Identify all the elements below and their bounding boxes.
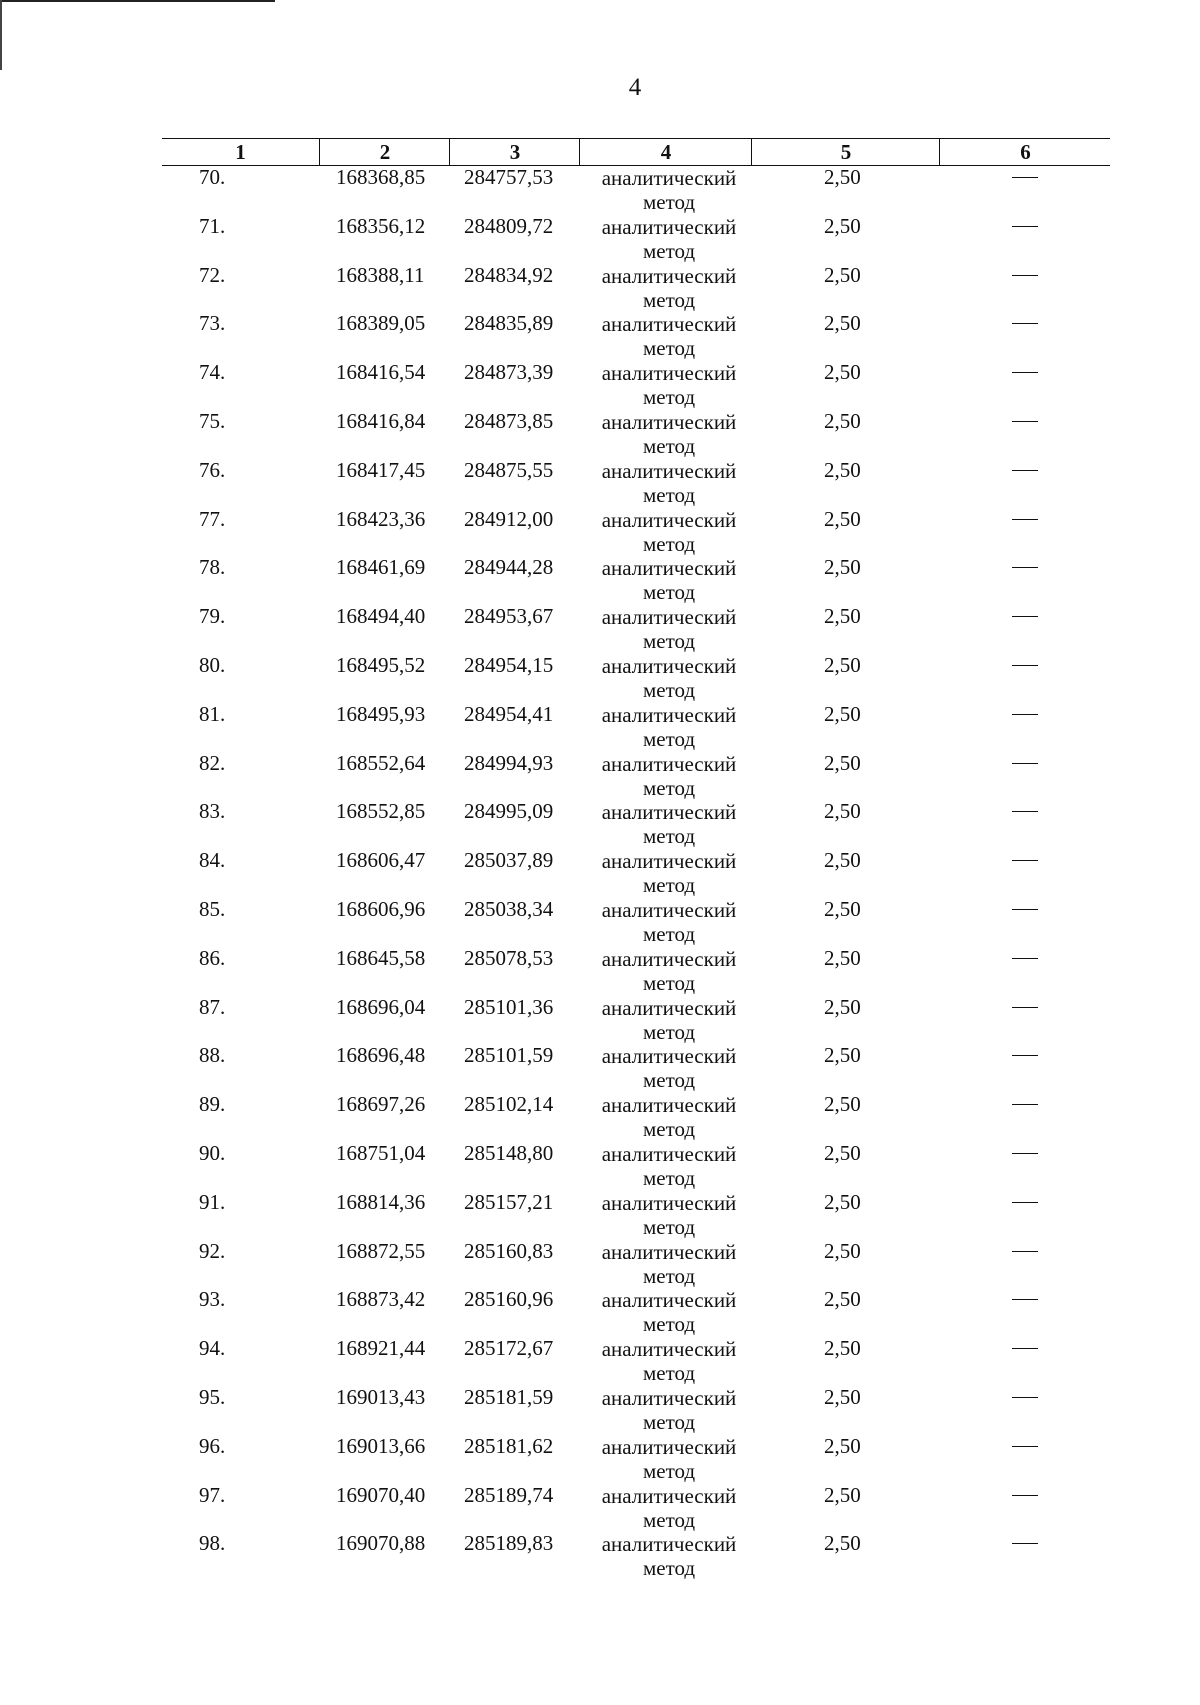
method-line-1: аналитический xyxy=(601,312,737,337)
method-cell xyxy=(594,508,744,556)
coordinate-x: 168417,45 xyxy=(336,457,426,482)
method-line-2: метод xyxy=(642,873,696,898)
empty-dash xyxy=(1012,1397,1038,1398)
table-row xyxy=(162,410,1110,459)
method-line-1: аналитический xyxy=(601,361,737,386)
empty-dash xyxy=(1012,1104,1038,1105)
method-line-1: аналитический xyxy=(601,1532,737,1557)
coordinate-x: 168388,11 xyxy=(336,262,425,287)
coordinates-table xyxy=(162,138,1110,1581)
method-line-1: аналитический xyxy=(601,458,737,483)
method-line-1: аналитический xyxy=(601,653,737,678)
coordinate-y: 285037,89 xyxy=(464,848,554,873)
empty-dash xyxy=(1012,1299,1038,1300)
header-col-6: 6 xyxy=(939,139,1111,165)
coordinate-x: 168416,54 xyxy=(336,360,426,385)
method-line-1: аналитический xyxy=(601,605,737,630)
table-row xyxy=(162,1532,1110,1581)
empty-dash xyxy=(1012,372,1038,373)
coordinate-x: 168751,04 xyxy=(336,1140,426,1165)
method-line-2: метод xyxy=(642,1312,696,1337)
point-number: 86. xyxy=(199,945,226,970)
accuracy-value: 2,50 xyxy=(824,1482,861,1507)
method-cell xyxy=(594,1093,744,1141)
method-cell xyxy=(594,996,744,1044)
coordinate-y: 284757,53 xyxy=(464,165,554,189)
method-cell xyxy=(594,605,744,653)
method-cell xyxy=(594,556,744,604)
method-cell xyxy=(594,1386,744,1434)
method-line-1: аналитический xyxy=(601,849,737,874)
empty-dash xyxy=(1012,1202,1038,1203)
method-cell xyxy=(594,1240,744,1288)
empty-dash xyxy=(1012,714,1038,715)
accuracy-value: 2,50 xyxy=(824,1189,861,1214)
point-number: 96. xyxy=(199,1433,226,1458)
method-cell xyxy=(594,947,744,995)
coordinate-y: 284875,55 xyxy=(464,457,554,482)
accuracy-value: 2,50 xyxy=(824,799,861,824)
coordinate-x: 168356,12 xyxy=(336,213,426,238)
coordinate-y: 285078,53 xyxy=(464,945,554,970)
method-line-2: метод xyxy=(642,1409,696,1434)
coordinate-x: 168645,58 xyxy=(336,945,426,970)
coordinate-x: 168495,52 xyxy=(336,652,426,677)
point-number: 72. xyxy=(199,262,226,287)
method-line-2: метод xyxy=(642,1458,696,1483)
method-line-2: метод xyxy=(642,190,696,214)
coordinate-y: 284873,39 xyxy=(464,360,554,385)
method-line-2: метод xyxy=(642,433,696,458)
accuracy-value: 2,50 xyxy=(824,1140,861,1165)
coordinate-x: 168697,26 xyxy=(336,1092,426,1117)
accuracy-value: 2,50 xyxy=(824,262,861,287)
coordinate-x: 168423,36 xyxy=(336,506,426,531)
method-line-1: аналитический xyxy=(601,1093,737,1118)
point-number: 74. xyxy=(199,360,226,385)
coordinate-x: 168696,04 xyxy=(336,994,426,1019)
point-number: 73. xyxy=(199,311,226,336)
point-number: 70. xyxy=(199,165,226,189)
empty-dash xyxy=(1012,1251,1038,1252)
method-cell xyxy=(594,215,744,263)
page-number: 4 xyxy=(628,74,642,101)
method-line-1: аналитический xyxy=(601,995,737,1020)
point-number: 98. xyxy=(199,1531,226,1556)
empty-dash xyxy=(1012,1348,1038,1349)
method-line-2: метод xyxy=(642,336,696,361)
coordinate-y: 285102,14 xyxy=(464,1092,554,1117)
table-row xyxy=(162,849,1110,898)
empty-dash xyxy=(1012,421,1038,422)
table-header xyxy=(162,138,1110,166)
method-cell xyxy=(594,361,744,409)
accuracy-value: 2,50 xyxy=(824,1043,861,1068)
accuracy-value: 2,50 xyxy=(824,945,861,970)
coordinate-y: 284994,93 xyxy=(464,750,554,775)
accuracy-value: 2,50 xyxy=(824,213,861,238)
method-cell xyxy=(594,1532,744,1580)
coordinate-x: 169013,43 xyxy=(336,1384,426,1409)
method-line-2: метод xyxy=(642,1556,696,1581)
method-line-1: аналитический xyxy=(601,1044,737,1069)
empty-dash xyxy=(1012,1495,1038,1496)
method-line-1: аналитический xyxy=(601,897,737,922)
coordinate-x: 169070,88 xyxy=(336,1531,426,1556)
table-row xyxy=(162,1191,1110,1240)
empty-dash xyxy=(1012,1007,1038,1008)
method-line-1: аналитический xyxy=(601,166,737,190)
empty-dash xyxy=(1012,323,1038,324)
method-line-1: аналитический xyxy=(601,409,737,434)
empty-dash xyxy=(1012,1153,1038,1154)
point-number: 97. xyxy=(199,1482,226,1507)
accuracy-value: 2,50 xyxy=(824,1287,861,1312)
point-number: 85. xyxy=(199,896,226,921)
coordinate-x: 168495,93 xyxy=(336,701,426,726)
coordinate-x: 168814,36 xyxy=(336,1189,426,1214)
header-col-2: 2 xyxy=(319,139,450,165)
accuracy-value: 2,50 xyxy=(824,994,861,1019)
header-col-4: 4 xyxy=(579,139,752,165)
accuracy-value: 2,50 xyxy=(824,1092,861,1117)
point-number: 83. xyxy=(199,799,226,824)
accuracy-value: 2,50 xyxy=(824,848,861,873)
method-line-1: аналитический xyxy=(601,800,737,825)
coordinate-y: 285181,62 xyxy=(464,1433,554,1458)
method-line-2: метод xyxy=(642,1214,696,1239)
method-cell xyxy=(594,1337,744,1385)
method-line-2: метод xyxy=(642,238,696,263)
point-number: 82. xyxy=(199,750,226,775)
accuracy-value: 2,50 xyxy=(824,457,861,482)
coordinate-y: 284873,85 xyxy=(464,408,554,433)
empty-dash xyxy=(1012,1446,1038,1447)
empty-dash xyxy=(1012,226,1038,227)
empty-dash xyxy=(1012,275,1038,276)
table-row xyxy=(162,654,1110,703)
method-cell xyxy=(594,264,744,312)
coordinate-y: 285157,21 xyxy=(464,1189,554,1214)
point-number: 88. xyxy=(199,1043,226,1068)
accuracy-value: 2,50 xyxy=(824,506,861,531)
method-cell xyxy=(594,800,744,848)
coordinate-y: 284809,72 xyxy=(464,213,554,238)
method-line-2: метод xyxy=(642,1165,696,1190)
table-row xyxy=(162,556,1110,605)
accuracy-value: 2,50 xyxy=(824,604,861,629)
coordinate-x: 168606,47 xyxy=(336,848,426,873)
point-number: 76. xyxy=(199,457,226,482)
accuracy-value: 2,50 xyxy=(824,408,861,433)
method-line-2: метод xyxy=(642,921,696,946)
accuracy-value: 2,50 xyxy=(824,1384,861,1409)
accuracy-value: 2,50 xyxy=(824,555,861,580)
method-line-2: метод xyxy=(642,1019,696,1044)
method-line-2: метод xyxy=(642,1117,696,1142)
empty-dash xyxy=(1012,665,1038,666)
accuracy-value: 2,50 xyxy=(824,750,861,775)
coordinate-y: 285189,74 xyxy=(464,1482,554,1507)
point-number: 90. xyxy=(199,1140,226,1165)
coordinate-x: 168552,64 xyxy=(336,750,426,775)
method-line-2: метод xyxy=(642,531,696,556)
method-line-2: метод xyxy=(642,824,696,849)
table-row xyxy=(162,1337,1110,1386)
point-number: 94. xyxy=(199,1336,226,1361)
point-number: 84. xyxy=(199,848,226,873)
method-line-1: аналитический xyxy=(601,1483,737,1508)
method-line-2: метод xyxy=(642,580,696,605)
accuracy-value: 2,50 xyxy=(824,1531,861,1556)
coordinate-y: 285181,59 xyxy=(464,1384,554,1409)
scan-edge-top xyxy=(0,0,275,2)
table-row xyxy=(162,264,1110,313)
method-cell xyxy=(594,1191,744,1239)
coordinate-y: 284995,09 xyxy=(464,799,554,824)
method-line-2: метод xyxy=(642,385,696,410)
point-number: 80. xyxy=(199,652,226,677)
method-cell xyxy=(594,1288,744,1336)
accuracy-value: 2,50 xyxy=(824,652,861,677)
table-row xyxy=(162,1240,1110,1289)
table-row xyxy=(162,1044,1110,1093)
empty-dash xyxy=(1012,616,1038,617)
table-row xyxy=(162,215,1110,264)
method-line-1: аналитический xyxy=(601,1239,737,1264)
method-cell xyxy=(594,459,744,507)
table-row xyxy=(162,703,1110,752)
accuracy-value: 2,50 xyxy=(824,1433,861,1458)
coordinate-y: 284954,15 xyxy=(464,652,554,677)
table-row xyxy=(162,166,1110,215)
header-col-1: 1 xyxy=(235,140,246,164)
method-line-1: аналитический xyxy=(601,263,737,288)
method-cell xyxy=(594,849,744,897)
method-line-2: метод xyxy=(642,1263,696,1288)
accuracy-value: 2,50 xyxy=(824,165,861,189)
method-line-1: аналитический xyxy=(601,1190,737,1215)
empty-dash xyxy=(1012,519,1038,520)
coordinate-y: 285160,83 xyxy=(464,1238,554,1263)
coordinate-x: 168494,40 xyxy=(336,604,426,629)
empty-dash xyxy=(1012,470,1038,471)
coordinate-x: 168552,85 xyxy=(336,799,426,824)
method-line-1: аналитический xyxy=(601,1337,737,1362)
method-cell xyxy=(594,1435,744,1483)
coordinate-x: 168921,44 xyxy=(336,1336,426,1361)
header-col-5: 5 xyxy=(751,139,940,165)
method-cell xyxy=(594,752,744,800)
point-number: 78. xyxy=(199,555,226,580)
point-number: 79. xyxy=(199,604,226,629)
empty-dash xyxy=(1012,177,1038,178)
method-line-1: аналитический xyxy=(601,1141,737,1166)
method-cell xyxy=(594,654,744,702)
header-col-3: 3 xyxy=(449,139,580,165)
coordinate-y: 285148,80 xyxy=(464,1140,554,1165)
point-number: 75. xyxy=(199,408,226,433)
method-cell xyxy=(594,410,744,458)
empty-dash xyxy=(1012,860,1038,861)
method-line-1: аналитический xyxy=(601,751,737,776)
point-number: 77. xyxy=(199,506,226,531)
table-row xyxy=(162,898,1110,947)
point-number: 71. xyxy=(199,213,226,238)
point-number: 95. xyxy=(199,1384,226,1409)
method-cell xyxy=(594,166,744,214)
table-body xyxy=(162,166,1110,1581)
coordinate-y: 284944,28 xyxy=(464,555,554,580)
table-row xyxy=(162,996,1110,1045)
accuracy-value: 2,50 xyxy=(824,701,861,726)
method-cell xyxy=(594,898,744,946)
method-line-1: аналитический xyxy=(601,556,737,581)
accuracy-value: 2,50 xyxy=(824,896,861,921)
empty-dash xyxy=(1012,958,1038,959)
table-row xyxy=(162,508,1110,557)
method-line-2: метод xyxy=(642,775,696,800)
table-row xyxy=(162,459,1110,508)
method-cell xyxy=(594,1044,744,1092)
coordinate-x: 168368,85 xyxy=(336,165,426,189)
point-number: 89. xyxy=(199,1092,226,1117)
table-row xyxy=(162,605,1110,654)
empty-dash xyxy=(1012,1055,1038,1056)
point-number: 93. xyxy=(199,1287,226,1312)
method-line-1: аналитический xyxy=(601,507,737,532)
coordinate-x: 168873,42 xyxy=(336,1287,426,1312)
accuracy-value: 2,50 xyxy=(824,360,861,385)
table-row xyxy=(162,947,1110,996)
table-row xyxy=(162,1093,1110,1142)
method-cell xyxy=(594,1142,744,1190)
method-cell xyxy=(594,1484,744,1532)
method-cell xyxy=(594,703,744,751)
coordinate-y: 284835,89 xyxy=(464,311,554,336)
coordinate-y: 284912,00 xyxy=(464,506,554,531)
coordinate-y: 285172,67 xyxy=(464,1336,554,1361)
method-line-1: аналитический xyxy=(601,1434,737,1459)
scan-edge-left xyxy=(0,0,2,70)
point-number: 87. xyxy=(199,994,226,1019)
coordinate-y: 285160,96 xyxy=(464,1287,554,1312)
method-line-1: аналитический xyxy=(601,1288,737,1313)
coordinate-x: 168461,69 xyxy=(336,555,426,580)
coordinate-x: 168389,05 xyxy=(336,311,426,336)
coordinate-x: 169013,66 xyxy=(336,1433,426,1458)
method-line-1: аналитический xyxy=(601,214,737,239)
coordinate-y: 284953,67 xyxy=(464,604,554,629)
table-row xyxy=(162,1435,1110,1484)
coordinate-x: 168872,55 xyxy=(336,1238,426,1263)
method-line-2: метод xyxy=(642,287,696,312)
coordinate-x: 168696,48 xyxy=(336,1043,426,1068)
coordinate-y: 285038,34 xyxy=(464,896,554,921)
table-row xyxy=(162,1288,1110,1337)
method-line-2: метод xyxy=(642,629,696,654)
coordinate-y: 285189,83 xyxy=(464,1531,554,1556)
coordinate-x: 169070,40 xyxy=(336,1482,426,1507)
accuracy-value: 2,50 xyxy=(824,311,861,336)
coordinate-y: 284954,41 xyxy=(464,701,554,726)
method-line-2: метод xyxy=(642,1361,696,1386)
table-row xyxy=(162,312,1110,361)
method-line-1: аналитический xyxy=(601,1385,737,1410)
method-cell xyxy=(594,312,744,360)
method-line-2: метод xyxy=(642,1507,696,1532)
coordinate-y: 285101,36 xyxy=(464,994,554,1019)
empty-dash xyxy=(1012,1543,1038,1544)
method-line-1: аналитический xyxy=(601,702,737,727)
method-line-2: метод xyxy=(642,1068,696,1093)
accuracy-value: 2,50 xyxy=(824,1336,861,1361)
point-number: 81. xyxy=(199,701,226,726)
table-row xyxy=(162,1386,1110,1435)
empty-dash xyxy=(1012,811,1038,812)
point-number: 91. xyxy=(199,1189,226,1214)
method-line-2: метод xyxy=(642,677,696,702)
coordinate-x: 168606,96 xyxy=(336,896,426,921)
coordinate-x: 168416,84 xyxy=(336,408,426,433)
point-number: 92. xyxy=(199,1238,226,1263)
coordinate-y: 284834,92 xyxy=(464,262,554,287)
table-row xyxy=(162,752,1110,801)
table-row xyxy=(162,1142,1110,1191)
empty-dash xyxy=(1012,763,1038,764)
table-row xyxy=(162,361,1110,410)
method-line-2: метод xyxy=(642,726,696,751)
accuracy-value: 2,50 xyxy=(824,1238,861,1263)
method-line-2: метод xyxy=(642,970,696,995)
method-line-1: аналитический xyxy=(601,946,737,971)
empty-dash xyxy=(1012,909,1038,910)
table-row xyxy=(162,800,1110,849)
empty-dash xyxy=(1012,567,1038,568)
method-line-2: метод xyxy=(642,482,696,507)
coordinate-y: 285101,59 xyxy=(464,1043,554,1068)
table-row xyxy=(162,1484,1110,1533)
